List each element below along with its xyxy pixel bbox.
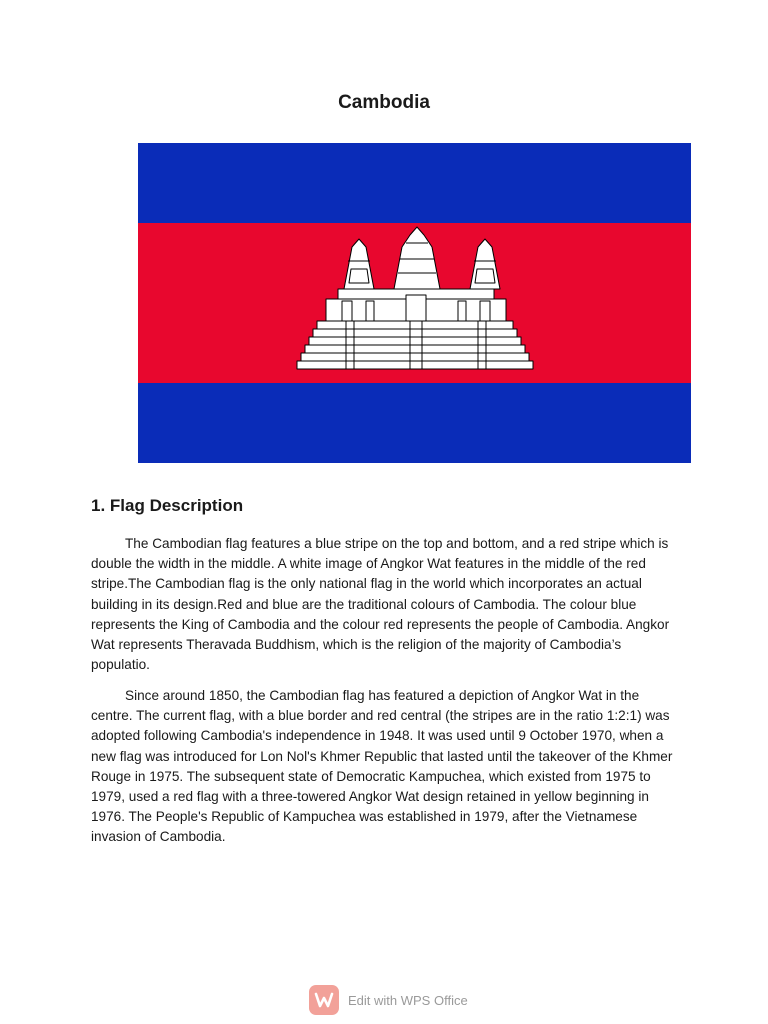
paragraph-flag-description: The Cambodian flag features a blue stripe on the top and bottom, and a red stripe which is double the width in the middle. A white image of Angkor Wat features in the middle of the red stripe.The Cambodian flag is the only national flag in the world which incorporates an actual building in its design.Red and blue are the traditional colours of Cambodia. The colour blue represents the King of Cambodia and the colour red represents the people of Cambodia. Angkor Wat represents Theravada Buddhism, which is the religion of the majority of Cambodia’s populatio.	[91, 536, 670, 673]
page-title: Cambodia	[338, 92, 430, 113]
wps-office-logo-icon	[309, 985, 339, 1015]
cambodia-flag	[138, 143, 691, 463]
cambodia-flag-image	[138, 143, 691, 463]
flag-top-blue-stripe	[138, 143, 691, 223]
flag-bottom-blue-stripe	[138, 383, 691, 463]
wps-office-footer[interactable]	[309, 983, 468, 1017]
wps-office-footer-text: Edit with WPS Office	[348, 992, 468, 1008]
paragraph-flag-history: Since around 1850, the Cambodian flag has featured a depiction of Angkor Wat in the centre. The current flag, with a blue border and red central (the stripes are in the ratio 1:2:1) was adopted following Cambodia's independence in 1948. It was used until 9 October 1970, when a new flag was introduced for Lon Nol's Khmer Republic that lasted until the takeover of the Khmer Rouge in 1975. The subsequent state of Democratic Kampuchea, which existed from 1975 to 1979, used a red flag with a three-towered Angkor Wat design retained in yellow beginning in 1976. The People's Republic of Kampuchea was established in 1979, after the Vietnamese invasion of Cambodia.	[91, 688, 673, 845]
section-heading: 1. Flag Description	[91, 496, 244, 515]
